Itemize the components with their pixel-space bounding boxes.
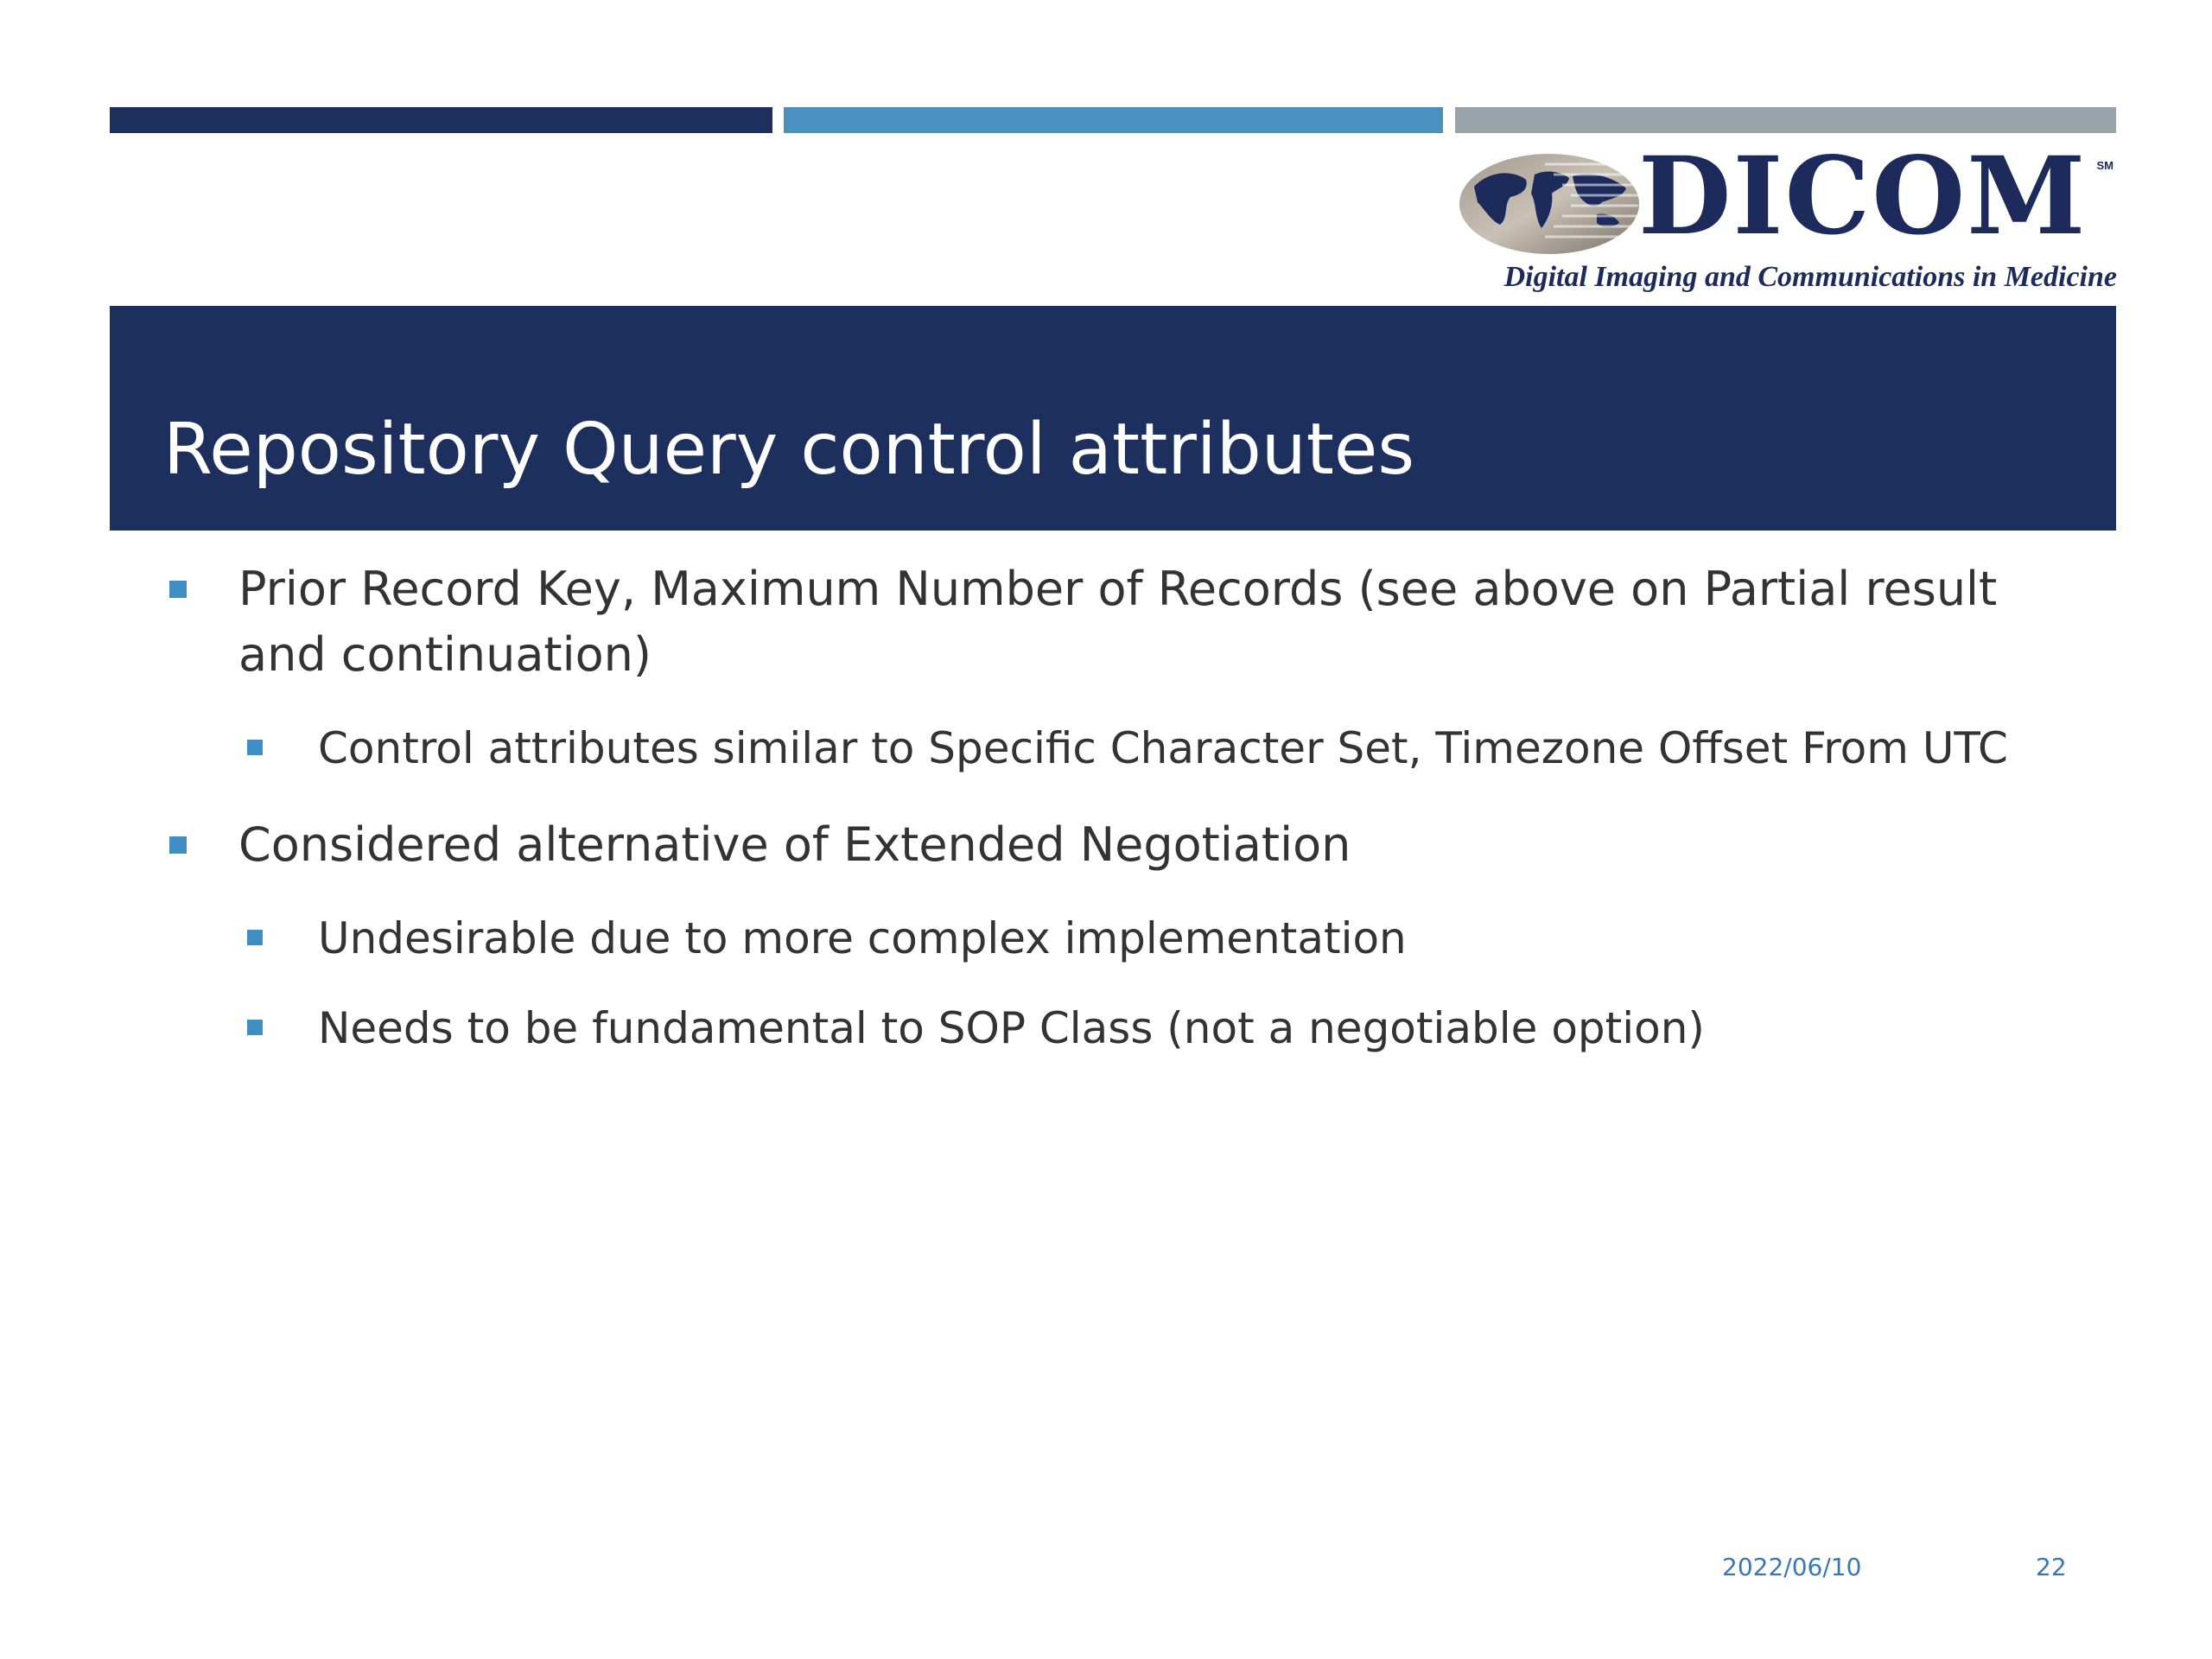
sub-bullet-item (318, 999, 2081, 1058)
slide-title: Repository Query control attributes (163, 409, 1415, 491)
sub-bullet-text: Control attributes similar to Specific Character Set, Timezone Offset From UTC (318, 723, 2008, 773)
title-band (110, 306, 2116, 531)
square-bullet-icon (169, 836, 187, 854)
square-bullet-icon (247, 1020, 263, 1035)
sub-bullet-item (318, 719, 2081, 778)
logo-tagline: Digital Imaging and Communications in Medicine (1503, 261, 2117, 293)
sub-bullet-text: Needs to be fundamental to SOP Class (not a negotiable option) (318, 1003, 1705, 1053)
page-number: 22 (2036, 1553, 2067, 1581)
header-bar-navy (110, 107, 772, 133)
bullet-text: Prior Record Key, Maximum Number of Records (see above on Partial result and continuation) (238, 562, 1998, 682)
sub-bullet-item (318, 909, 2081, 968)
logo-service-mark: SM (2096, 159, 2113, 172)
logo-wordmark: DICOM (1638, 134, 2088, 259)
bullet-text: Considered alternative of Extended Negotiation (238, 817, 1351, 872)
square-bullet-icon (247, 740, 263, 755)
globe-icon (1459, 145, 1640, 257)
footer-date: 2022/06/10 (1722, 1553, 1862, 1581)
header-bar-gray (1455, 107, 2116, 133)
bullet-item (238, 812, 2088, 878)
square-bullet-icon (169, 581, 187, 598)
header-bar-blue (784, 107, 1443, 133)
dicom-logo (1459, 134, 2117, 299)
square-bullet-icon (247, 930, 263, 945)
bullet-item (238, 556, 2088, 688)
sub-bullet-text: Undesirable due to more complex implementation (318, 913, 1407, 963)
